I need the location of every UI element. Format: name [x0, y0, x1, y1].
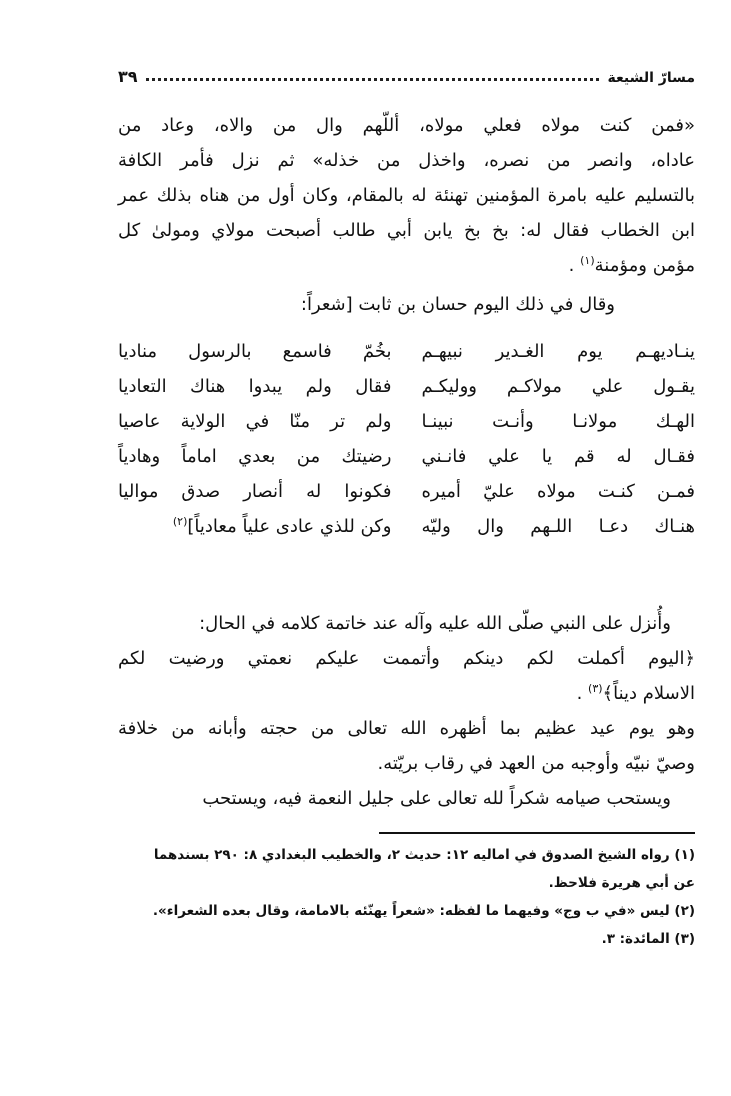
body-line: «فمن كنت مولاه فعلي مولاه، أللّهم وال من والاه، وعاد من	[118, 115, 695, 136]
footnote: عن أبي هريرة فلاحظ.	[548, 875, 695, 891]
body-line: عاداه، وانصر من نصره، واخذل من خذله» ثم نزل فأمر الكافة	[118, 150, 695, 171]
body-line: مؤمن ومؤمنة$^{(١)}$ .	[568, 254, 695, 276]
section-gap	[118, 544, 695, 606]
body-line: وأُنزل على النبي صلّى الله عليه وآله عند خاتمة كلامه في الحال:	[199, 613, 671, 634]
footnote-ref: (٣)	[588, 682, 603, 695]
header-dot-leader	[146, 78, 600, 81]
body-line: ويستحب صيامه شكراً لله تعالى على جليل النعمة فيه، ويستحب	[202, 788, 671, 809]
body-line: بالتسليم عليه بامرة المؤمنين تهنئة له بالمقام، وكان أول من هناه بذلك عمر	[118, 185, 695, 206]
verse-first-hemistich: فقـال له قم يا علي فانـني	[421, 446, 695, 467]
verse-text: وكن للذي عادى علياً معادياً]	[187, 516, 392, 537]
poem-intro: وقال في ذلك اليوم حسان بن ثابت [شعراً:	[300, 294, 615, 315]
footnote-ref: (١)	[580, 254, 595, 267]
body-line: ابن الخطاب فقال له: بخ بخ يابن أبي طالب أصبحت مولاي ومولىٰ كل	[118, 220, 695, 241]
running-header	[118, 60, 695, 86]
quran-verse-line: الاسلام ديناً﴾$^{(٣)}$ .	[576, 682, 695, 704]
verse-second-hemistich: بخُمّ فاسمع بالرسول مناديا	[118, 341, 392, 362]
footnote: (١) رواه الشيخ الصدوق في اماليه ١٢: حديث ٢، والخطيب البغدادي ٨: ٢٩٠ بسندهما	[153, 847, 695, 863]
verse-first-hemistich: يقـول علي مولاكـم ووليكـم	[421, 376, 695, 397]
verse-second-hemistich: فقال ولم يبدوا هناك التعاديا	[118, 376, 392, 397]
book-page	[118, 60, 695, 950]
verse-second-hemistich: ولم تر منّا في الولاية عاصيا	[118, 411, 392, 432]
verse-second-hemistich: رضيتك من بعدي اماماً وهادياً	[118, 446, 392, 467]
body-text: مؤمن ومؤمنة	[594, 255, 695, 276]
quran-verse-line: ﴿اليوم أكملت لكم دينكم وأتممت عليكم نعمتي ورضيت لكم	[118, 648, 695, 669]
verse-first-hemistich: الهـك مولانـا وأنـت نبينـا	[421, 411, 695, 432]
verse-second-hemistich: فكونوا له أنصار صدق مواليا	[118, 481, 392, 502]
footnote-ref: (٢)	[172, 515, 188, 528]
verse-first-hemistich: هنـاك دعـا اللـهم وال وليّه	[421, 516, 695, 537]
footnote: (٢) ليس «في ب وج» وفيهما ما لفظه: «شعراً يهنّئه بالامامة، وقال بعده الشعراء».	[152, 903, 695, 919]
body-line: وصيّ نبيّه وأوجبه من العهد في رقاب بريّته.	[377, 753, 695, 774]
verse-first-hemistich: فمـن كنـت مولاه عليّ أميره	[421, 481, 695, 502]
page-number: ٣٩	[118, 67, 138, 86]
verse-first-hemistich: ينـاديهـم يوم الغـدير نبيهـم	[421, 341, 695, 362]
verse-second-hemistich	[118, 509, 392, 544]
footnote-separator	[379, 832, 695, 834]
poem	[118, 334, 695, 544]
quran-verse-text: الاسلام ديناً﴾	[602, 683, 695, 704]
book-title: مسارّ الشيعة	[607, 70, 695, 86]
body-line: وهو يوم عيد عظيم بما أظهره الله تعالى من حجته وأبانه من خلافة	[118, 718, 695, 739]
footnote: (٣) المائدة: ٣.	[601, 931, 695, 947]
